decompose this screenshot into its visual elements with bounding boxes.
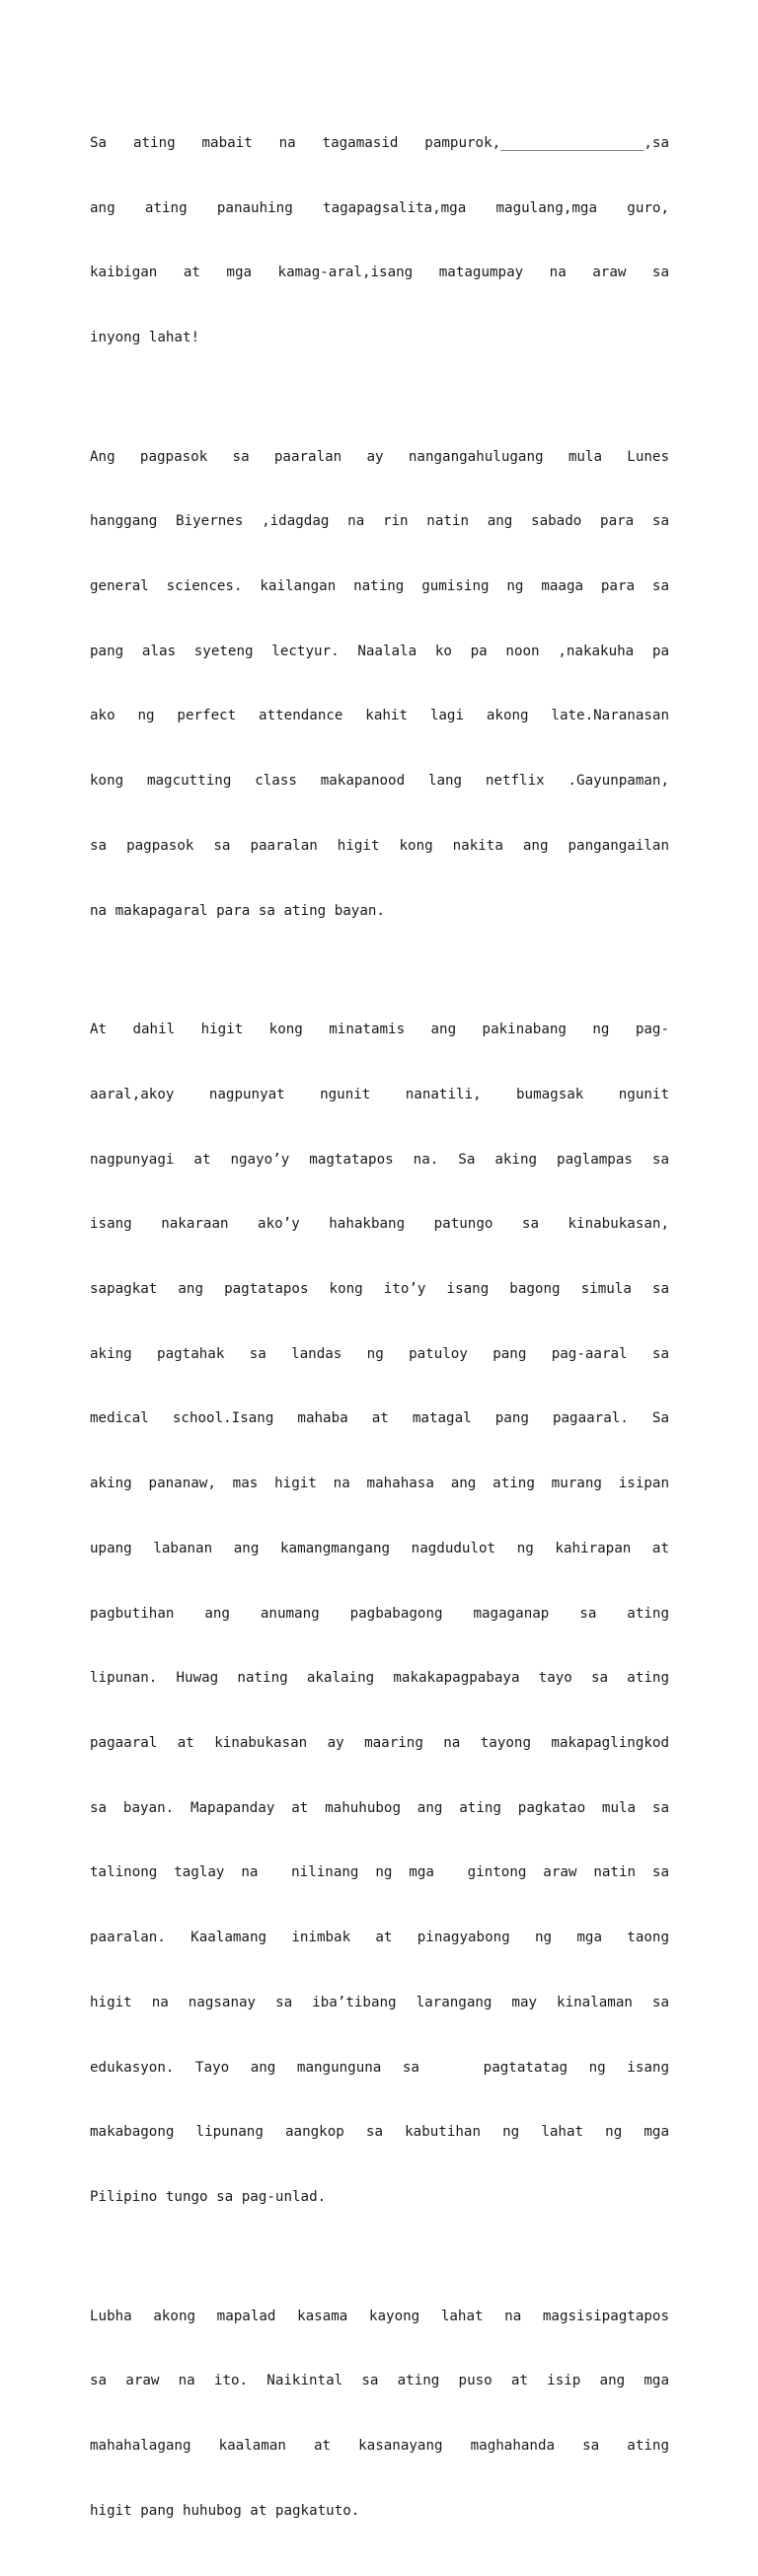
text-line: makabagong lipunang aangkop sa kabutihan ng lahat ng mga [90,2124,669,2141]
text-line: nagpunyagi at ngayo’y magtatapos na. Sa aking paglampas sa [90,1151,669,1168]
text-line: isang nakaraan ako’y hahakbang patungo sa kinabukasan, [90,1216,669,1233]
document-page [90,90,669,2576]
text-line: talinong taglay na nilinang ng mga gintong araw natin sa [90,1864,669,1881]
text-line: upang labanan ang kamangmangang nagdudulot ng kahirapan at [90,1540,669,1556]
text-line: ang ating panauhing tagapagsalita,mga magulang,mga guro, [90,199,669,216]
paragraph-perseverance [90,976,669,2251]
text-line: pagaaral at kinabukasan ay maaring na tayong makapaglingkod [90,1734,669,1751]
text-line: aaral,akoy nagpunyat ngunit nanatili, bumagsak ngunit [90,1086,669,1102]
text-line: mahahalagang kaalaman at kasanayang maghahanda sa ating [90,2437,669,2454]
text-line: general sciences. kailangan nating gumising ng maaga para sa [90,577,669,594]
paragraph-closing [90,2263,669,2566]
text-line: aking pananaw, mas higit na mahahasa ang ating murang isipan [90,1476,669,1492]
text-line: higit pang huhubog at pagkatuto. [90,2502,360,2519]
text-line: medical school.Isang mahaba at matagal pang pagaaral. Sa [90,1410,669,1427]
text-line: kong magcutting class makapanood lang netflix .Gayunpaman, [90,773,669,790]
text-line: inyong lahat! [90,329,200,345]
text-line: aking pagtahak sa landas ng patuloy pang pag-aaral sa [90,1345,669,1362]
text-line: At dahil higit kong minatamis ang pakinabang ng pag- [90,1022,669,1038]
text-line: pang alas syeteng lectyur. Naalala ko pa noon ,nakakuha pa [90,643,669,659]
paragraph-greeting [90,90,669,393]
text-line: Lubha akong mapalad kasama kayong lahat na magsisipagtapos [90,2308,669,2324]
text-line: edukasyon. Tayo ang mangunguna sa pagtatatag ng isang [90,2059,669,2076]
text-line: kaibigan at mga kamag-aral,isang matagumpay na araw sa [90,265,669,281]
text-line: sapagkat ang pagtatapos kong ito’y isang bagong simula sa [90,1280,669,1297]
text-line: Ang pagpasok sa paaralan ay nangangahulugang mula Lunes [90,448,669,465]
text-line: na makapagaral para sa ating bayan. [90,902,385,919]
text-line: Pilipino tungo sa pag-unlad. [90,2189,327,2205]
text-line: hanggang Biyernes ,idagdag na rin natin ang sabado para sa [90,513,669,530]
text-line: sa bayan. Mapapanday at mahuhubog ang ating pagkatao mula sa [90,1799,669,1816]
text-line: paaralan. Kaalamang inimbak at pinagyabong ng mga taong [90,1930,669,1946]
text-line: lipunan. Huwag nating akalaing makakapagpabaya tayo sa ating [90,1670,669,1687]
text-line: sa araw na ito. Naikintal sa ating puso at isip ang mga [90,2373,669,2389]
text-line: Sa ating mabait na tagamasid pampurok,_________________,sa [90,134,669,151]
text-line: sa pagpasok sa paaralan higit kong nakita ang pangangailan [90,837,669,854]
text-line: ako ng perfect attendance kahit lagi akong late.Naranasan [90,708,669,724]
text-line: higit na nagsanay sa iba’tibang larangang may kinalaman sa [90,1994,669,2010]
paragraph-schooling [90,404,669,966]
text-line: pagbutihan ang anumang pagbabagong magaganap sa ating [90,1605,669,1622]
